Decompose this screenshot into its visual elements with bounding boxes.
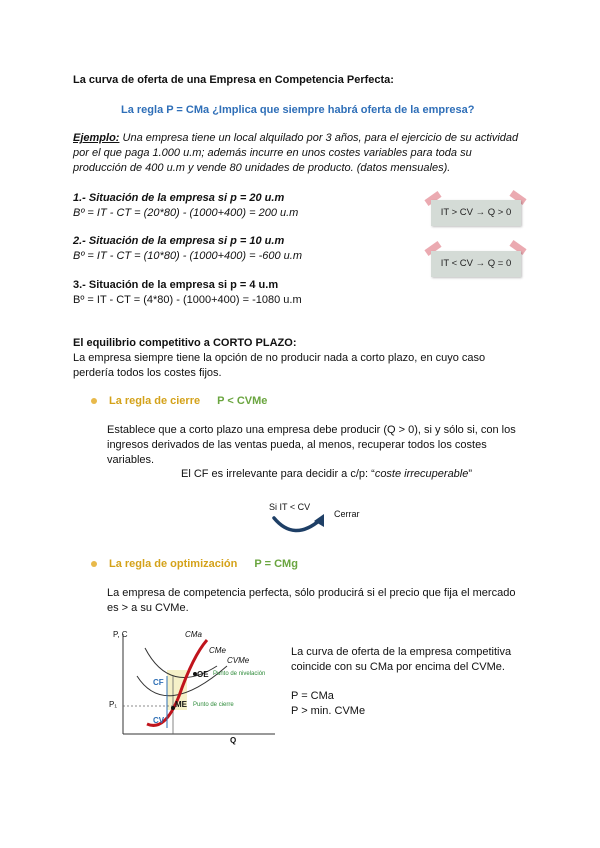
y-axis-label: P, C [113,630,128,639]
optimization-line-1: La empresa de competencia perfecta, sólo producirá si el precio que fija el mercado [107,587,516,599]
curved-arrow-icon [264,494,374,542]
cf-label: CF [153,678,164,687]
optimization-line-2: es > a su CVMe. [107,602,189,614]
optimization-rule-item [91,557,298,572]
conclusion-eq-2: P > min. CVMe [291,705,366,717]
example-line-3: producción de 400 u.m y vende 80 unidades de producto. (datos mensuales). [73,162,451,174]
document-subtitle: La regla P = CMa ¿Implica que siempre habrá oferta de la empresa? [121,104,475,116]
sticky-note-2: IT < CV → Q = 0 [431,251,521,277]
cf-suffix: ” [468,468,473,480]
closure-line-3: variables. [107,454,155,466]
cf-prefix: El CF es irrelevante para decidir a c/p: “ [181,468,375,480]
situation-1-heading: 1.- Situación de la empresa si p = 20 u.m [73,192,285,204]
p1-label: P₁ [109,700,118,709]
situation-2-heading: 2.- Situación de la empresa si p = 10 u.m [73,235,285,247]
short-run-line-2: perdería todos los costes fijos. [73,367,222,379]
situation-2-formula: Bº = IT - CT = (10*80) - (1000+400) = -600 u.m [73,250,303,262]
optimization-rule-label: La regla de optimización [109,558,238,570]
sticky-note-1: IT > CV → Q > 0 [431,200,521,226]
closure-line-2: ingresos derivados de las ventas pueda, al menos, recuperar todos los costes [107,439,487,451]
close-condition: Si IT < CV [269,502,311,512]
example-line-2: por el que paga 1.000 u.m; además incurre en unos costes variables para toda su [73,147,472,159]
oe-label: OE [197,670,209,679]
cme-label: CMe [209,646,226,655]
cv-label: CV [153,716,165,725]
closure-rule-label: La regla de cierre [109,395,201,407]
cost-curves-graph [105,628,285,746]
closure-line-1: Establece que a corto plazo una empresa debe producir (Q > 0), si y sólo si, con los [107,424,516,436]
closure-rule-item [91,394,267,409]
situation-1-formula: Bº = IT - CT = (20*80) - (1000+400) = 200 u.m [73,207,299,219]
cma-label: CMa [185,630,202,639]
x-axis-label: Q [230,736,237,745]
situation-3-heading: 3.- Situación de la empresa si p = 4 u.m [73,279,279,291]
close-action: Cerrar [334,509,360,519]
me-description: Punto de cierre [193,702,234,708]
conclusion-eq-1: P = CMa [291,690,334,702]
bullet-icon [91,561,97,567]
document-title: La curva de oferta de una Empresa en Competencia Perfecta: [73,74,394,86]
short-run-line-1: La empresa siempre tiene la opción de no producir nada a corto plazo, en cuyo caso [73,352,486,364]
conclusion-line-2: coincide con su CMa por encima del CVMe. [291,661,505,673]
me-label: ME [175,700,187,709]
closure-rule-formula: P < CVMe [217,395,268,407]
oe-description: Punto de nivelación [213,671,266,677]
short-run-heading: El equilibrio competitivo a CORTO PLAZO: [73,337,297,349]
cf-quote: coste irrecuperable [374,468,469,480]
bullet-icon [91,398,97,404]
cf-irrelevant-line [181,467,472,482]
conclusion-line-1: La curva de oferta de la empresa competitiva [291,646,512,658]
optimization-rule-formula: P = CMg [254,558,298,570]
close-arrow-figure [264,494,374,542]
example-label: Ejemplo: [73,132,120,144]
graph-drawing [105,628,285,746]
cvme-label: CVMe [227,656,250,665]
situation-3-formula: Bº = IT - CT = (4*80) - (1000+400) = -1080 u.m [73,294,302,306]
example-line-1 [73,131,518,146]
example-text-1: Una empresa tiene un local alquilado por 3 años, para el ejercicio de su actividad [122,132,519,144]
